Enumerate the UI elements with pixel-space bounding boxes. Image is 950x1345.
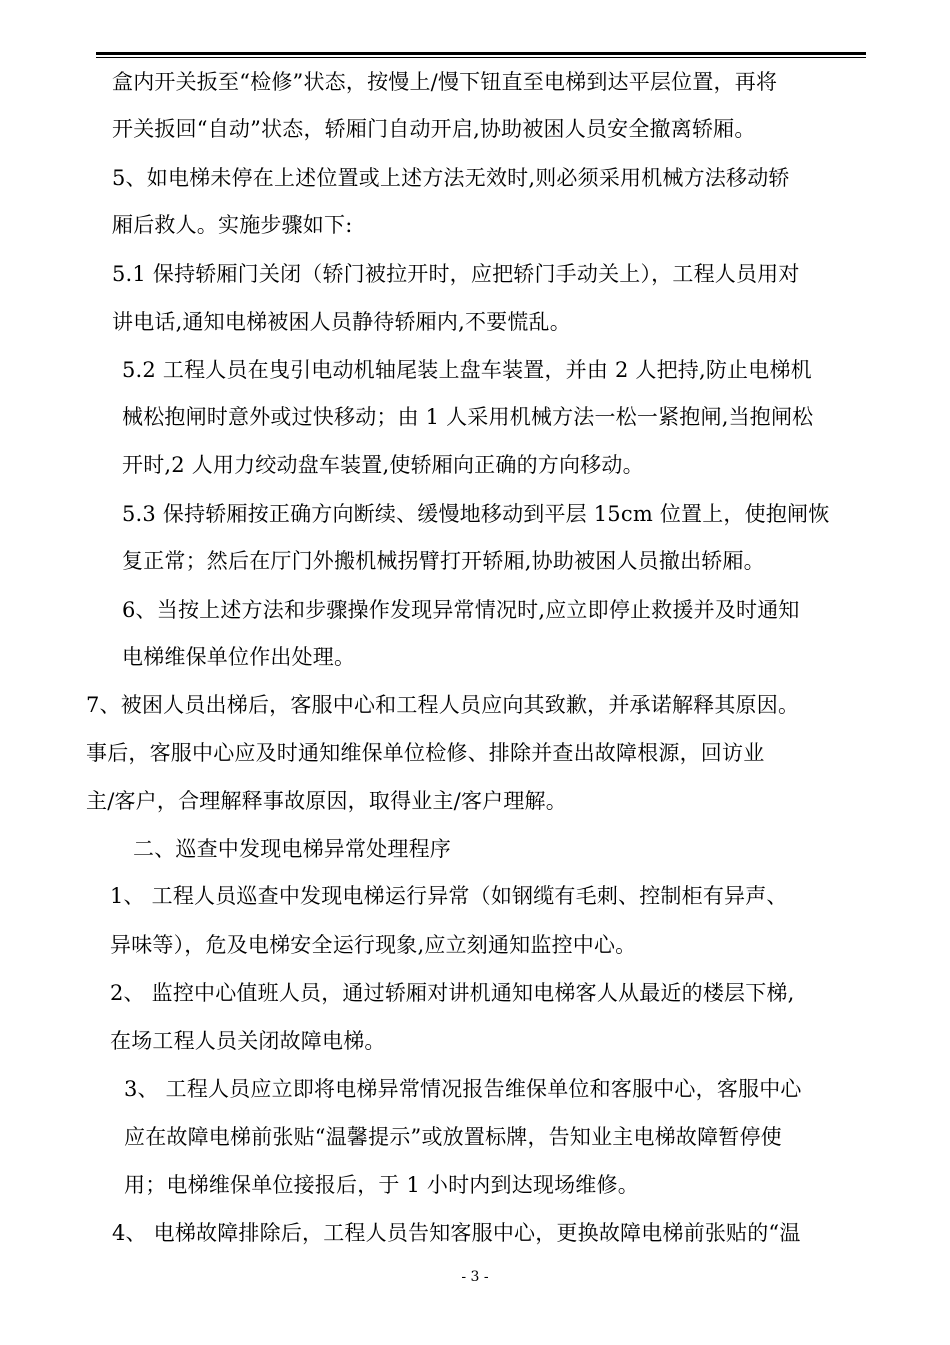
text-line: 5、如电梯未停在上述位置或上述方法无效时,则必须采用机械方法移动轿 xyxy=(112,166,790,190)
header-rule-thick xyxy=(96,52,866,55)
text-line: 开时,2 人用力绞动盘车装置,使轿厢向正确的方向移动。 xyxy=(122,453,644,477)
text-line: 讲电话,通知电梯被困人员静待轿厢内,不要慌乱。 xyxy=(112,310,571,334)
text-line: 用；电梯维保单位接报后，于 1 小时内到达现场维修。 xyxy=(124,1173,639,1197)
text-line: 械松抱闸时意外或过快移动；由 1 人采用机械方法一松一紧抱闸,当抱闸松 xyxy=(122,405,814,429)
text-line: 5.2 工程人员在曳引电动机轴尾装上盘车装置，并由 2 人把持,防止电梯机 xyxy=(122,358,812,382)
text-line: 事后，客服中心应及时通知维保单位检修、排除并查出故障根源，回访业 xyxy=(86,741,765,765)
text-line: 厢后救人。实施步骤如下: xyxy=(112,213,353,237)
text-line: 复正常；然后在厅门外搬机械拐臂打开轿厢,协助被困人员撤出轿厢。 xyxy=(122,549,765,573)
text-line: 异味等），危及电梯安全运行现象,应立刻通知监控中心。 xyxy=(110,933,637,957)
text-line: 开关扳回“自动”状态，轿厢门自动开启,协助被困人员安全撤离轿厢。 xyxy=(112,117,756,141)
header-rule-thin xyxy=(96,57,866,58)
text-line: 4、 电梯故障排除后，工程人员告知客服中心，更换故障电梯前张贴的“温 xyxy=(112,1221,801,1245)
text-line: 电梯维保单位作出处理。 xyxy=(122,645,356,669)
text-line: 2、 监控中心值班人员，通过轿厢对讲机通知电梯客人从最近的楼层下梯, xyxy=(110,981,795,1005)
text-line: 1、 工程人员巡查中发现电梯运行异常（如钢缆有毛刺、控制柜有异声、 xyxy=(110,884,788,908)
text-line: 主/客户，合理解释事故原因，取得业主/客户理解。 xyxy=(86,789,567,813)
text-line: 3、 工程人员应立即将电梯异常情况报告维保单位和客服中心，客服中心 xyxy=(124,1077,802,1101)
section-heading: 二、巡查中发现电梯异常处理程序 xyxy=(133,837,451,861)
text-line: 7、被困人员出梯后，客服中心和工程人员应向其致歉，并承诺解释其原因。 xyxy=(86,693,800,717)
text-line: 5.3 保持轿厢按正确方向断续、缓慢地移动到平层 15cm 位置上，使抱闸恢 xyxy=(122,502,830,526)
page-number: - 3 - xyxy=(461,1269,489,1285)
text-line: 6、当按上述方法和步骤操作发现异常情况时,应立即停止救援并及时通知 xyxy=(122,598,800,622)
text-line: 应在故障电梯前张贴“温馨提示”或放置标牌，告知业主电梯故障暂停使 xyxy=(124,1125,782,1149)
text-line: 盒内开关扳至“检修”状态，按慢上/慢下钮直至电梯到达平层位置，再将 xyxy=(112,70,778,94)
text-line: 在场工程人员关闭故障电梯。 xyxy=(110,1029,386,1053)
text-line: 5.1 保持轿厢门关闭（轿门被拉开时，应把轿门手动关上），工程人员用对 xyxy=(112,262,800,286)
